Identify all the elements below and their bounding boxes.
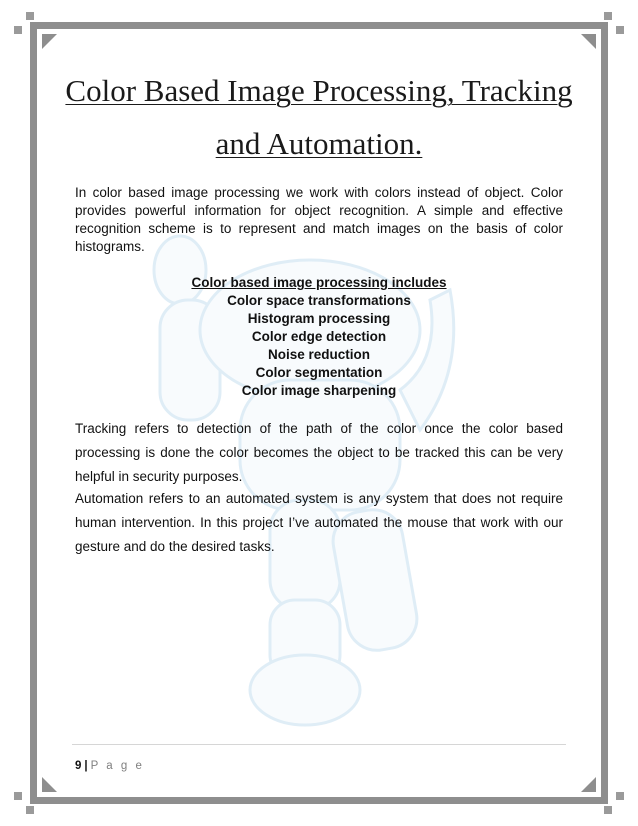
corner-square (604, 12, 612, 20)
list-item: Histogram processing (247, 311, 391, 326)
corner-square (26, 12, 34, 20)
footer-separator: | (84, 760, 88, 772)
title-line-2: and Automation. (215, 126, 423, 161)
list-item: Color segmentation (255, 365, 383, 380)
corner-square (14, 26, 22, 34)
tracking-paragraph: Tracking refers to detection of the path of the color once the color based processing is done the color becomes the object to be tracked this can be very helpful in security purposes. (75, 421, 563, 484)
list-item: Color space transformations (227, 293, 411, 308)
automation-paragraph: Automation refers to an automated system is any system that does not require human intervention. In this project I’ve automated the mouse that work with our gesture and do the desired tasks. (75, 491, 563, 554)
includes-list (75, 274, 563, 400)
page-label: P a g e (90, 760, 145, 772)
border-right (601, 22, 608, 804)
corner-triangle-top-right (581, 34, 596, 49)
corner-square (14, 792, 22, 800)
corner-square (26, 806, 34, 814)
corner-triangle-bottom-left (42, 777, 57, 792)
page-title (60, 64, 578, 170)
list-item: Color edge detection (251, 329, 387, 344)
title-line-1: Color Based Image Processing, Tracking (65, 73, 573, 108)
page-footer (75, 760, 144, 772)
page-number: 9 (75, 760, 82, 772)
border-top (30, 22, 608, 29)
corner-square (616, 26, 624, 34)
border-left (30, 22, 37, 804)
corner-triangle-top-left (42, 34, 57, 49)
corner-triangle-bottom-right (581, 777, 596, 792)
border-bottom (30, 797, 608, 804)
intro-paragraph: In color based image processing we work with colors instead of object. Color provides powerful information for object recognition. A simple and effective recognition scheme is to represent and match images on the basis of color histograms. (75, 185, 563, 254)
list-item: Color image sharpening (241, 383, 397, 398)
includes-heading: Color based image processing includes (191, 275, 447, 290)
footer-divider (72, 744, 566, 745)
corner-square (604, 806, 612, 814)
corner-square (616, 792, 624, 800)
list-item: Noise reduction (267, 347, 370, 362)
